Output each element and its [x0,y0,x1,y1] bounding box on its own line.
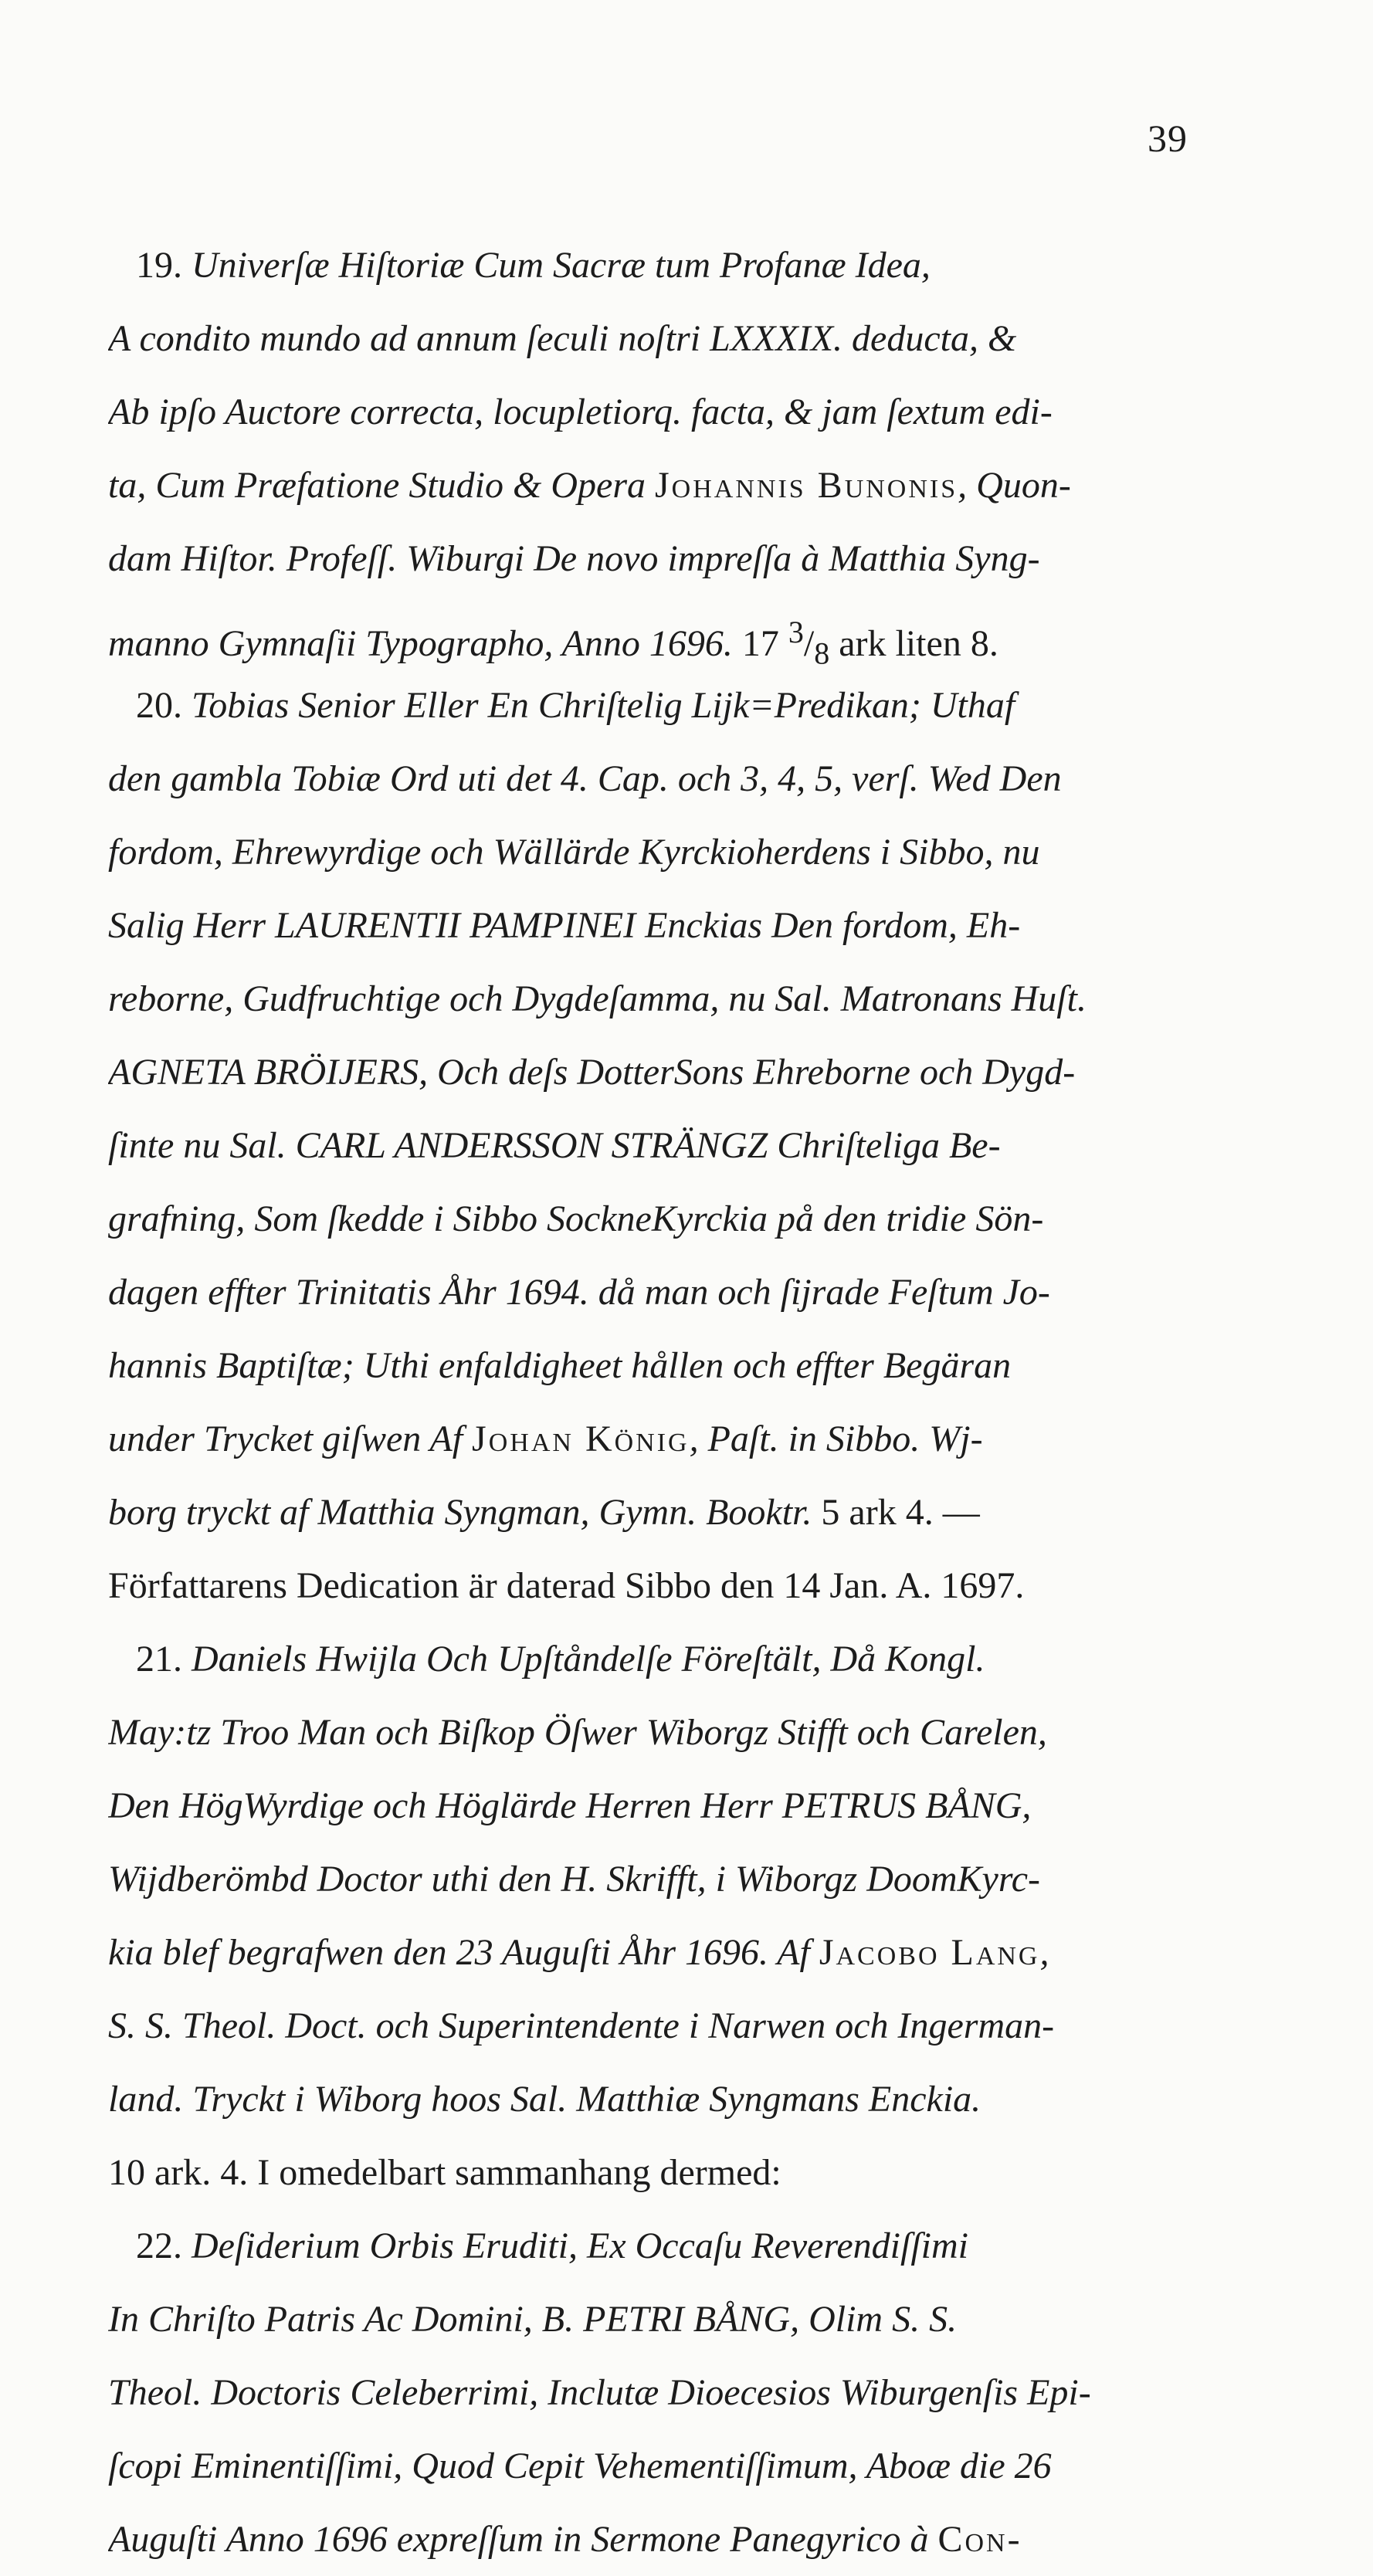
text-line: 20. Tobias Senior Eller En Chriſtelig Lijk=Predikan; Uthaf [136,685,1015,726]
text-line: S. S. Theol. Doct. och Superintendente i Narwen och Ingerman- [108,2005,1055,2046]
text-line: Ab ipſo Auctore correcta, locupletiorq. facta, & jam ſextum edi- [108,391,1053,432]
text-line: 21. Daniels Hwijla Och Upſtåndelſe Föreſtält, Då Kongl. [136,1639,985,1679]
text-line: land. Tryckt i Wiborg hoos Sal. Matthiæ Syngmans Enckia. [108,2079,981,2120]
text-line: Wijdberömbd Doctor uthi den H. Skrifft, i Wiborgz DoomKyrc- [108,1859,1041,1900]
text-line: manno Gymnaſii Typographo, Anno 1696. 17 $^3/_8$ ark liten 8. [108,615,998,669]
text-line: borg tryckt af Matthia Syngman, Gymn. Booktr. 5 ark 4. — [108,1492,980,1533]
text-line: kia blef begrafwen den 23 Auguſti Åhr 1696. Af Jacobo Lang, [108,1932,1049,1973]
text-line: May:tz Troo Man och Biſkop Öſwer Wiborgz Stifft och Carelen, [108,1712,1047,1753]
text-line: Författarens Dedication är daterad Sibbo den 14 Jan. A. 1697. [108,1565,1025,1606]
text-line: under Trycket giſwen Af Johan König, Paſt. in Sibbo. Wj- [108,1418,983,1459]
text-line: reborne, Gudfruchtige och Dygdeſamma, nu Sal. Matronans Huſt. [108,978,1087,1019]
page-number: 39 [1148,117,1188,160]
text-line: ta, Cum Præfatione Studio & Opera Johannis Bunonis, Quon- [108,465,1071,506]
text-line: fordom, Ehrewyrdige och Wällärde Kyrckioherdens i Sibbo, nu [108,832,1040,873]
text-line: 19. Univerſæ Hiſtoriæ Cum Sacræ tum Profanæ Idea, [136,245,931,286]
text-line: Auguſti Anno 1696 expreſſum in Sermone Panegyrico à Con- [108,2519,1022,2560]
text-line: dam Hiſtor. Profeſſ. Wiburgi De novo impreſſa à Matthia Syng- [108,538,1040,579]
text-line: Salig Herr LAURENTII PAMPINEI Enckias Den fordom, Eh- [108,905,1021,946]
text-line: ſcopi Eminentiſſimi, Quod Cepit Vehementiſſimum, Aboæ die 26 [108,2446,1052,2486]
text-line: Den HögWyrdige och Höglärde Herren Herr PETRUS BÅNG, [108,1785,1032,1826]
text-body [108,229,1262,2576]
text-line: grafning, Som ſkedde i Sibbo SockneKyrckia på den tridie Sön- [108,1198,1044,1239]
text-line: A condito mundo ad annum ſeculi noſtri LXXXIX. deducta, & [108,318,1017,359]
text-line: den gambla Tobiæ Ord uti det 4. Cap. och 3, 4, 5, verſ. Wed Den [108,758,1062,799]
text-line: hannis Baptiſtæ; Uthi enfaldigheet hållen och effter Begäran [108,1345,1012,1386]
text-line: dagen effter Trinitatis Åhr 1694. då man och ſijrade Feſtum Jo- [108,1272,1050,1313]
text-line: 10 ark. 4. I omedelbart sammanhang dermed: [108,2152,781,2193]
text-line: 22. Deſiderium Orbis Eruditi, Ex Occaſu Reverendiſſimi [136,2225,969,2266]
text-line: Theol. Doctoris Celeberrimi, Inclutæ Dioecesios Wiburgenſis Epi- [108,2372,1091,2413]
text-line: AGNETA BRÖIJERS, Och deſs DotterSons Ehreborne och Dygd- [108,1052,1076,1093]
text-line: In Chriſto Patris Ac Domini, B. PETRI BÅNG, Olim S. S. [108,2299,958,2340]
text-line: ſinte nu Sal. CARL ANDERSSON STRÄNGZ Chriſteliga Be- [108,1125,1001,1166]
